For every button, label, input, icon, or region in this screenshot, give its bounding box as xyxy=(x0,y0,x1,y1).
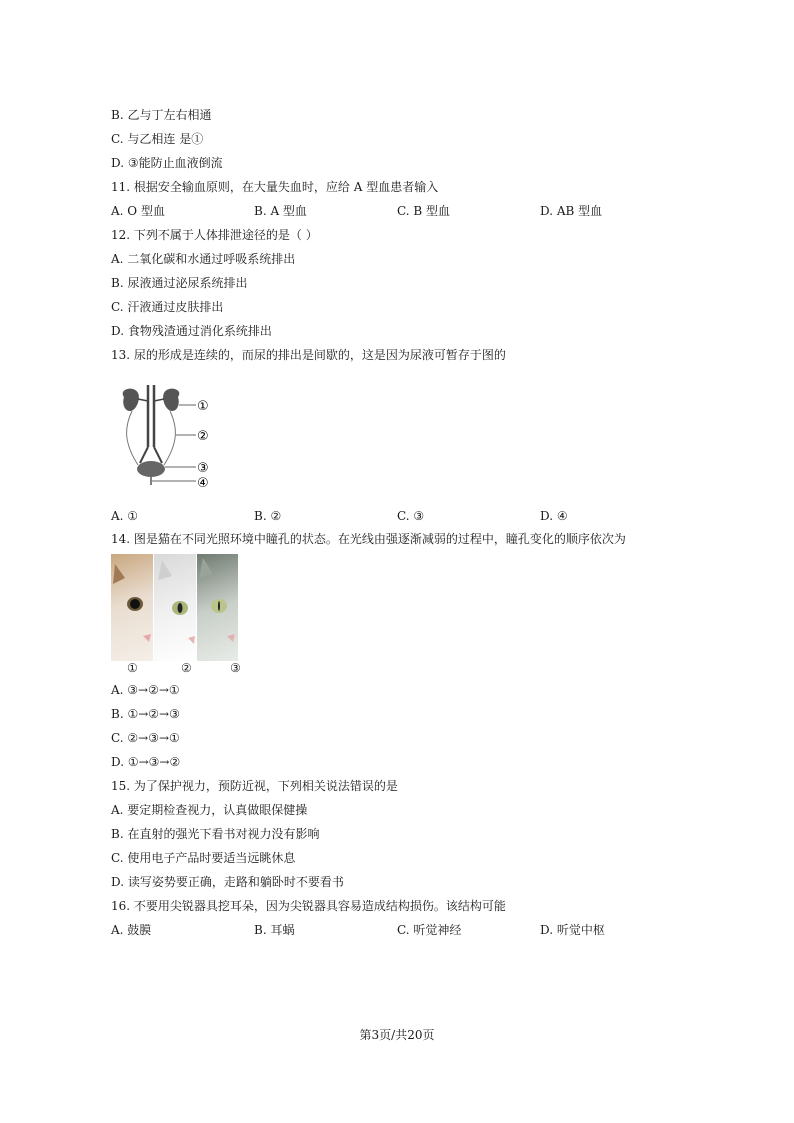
q13-option-b: B. ② xyxy=(254,509,282,523)
q13-option-d: D. ④ xyxy=(540,509,568,523)
q11-option-c: C. B 型血 xyxy=(397,204,451,218)
cat-pupil-photos xyxy=(111,554,241,678)
q15-option-c: C. 使用电子产品时要适当远眺休息 xyxy=(111,851,296,865)
q15-option-d: D. 读写姿势要正确，走路和躺卧时不要看书 xyxy=(111,875,344,889)
q16-option-c: C. 听觉神经 xyxy=(397,923,462,937)
q16-option-a: A. 鼓膜 xyxy=(111,923,152,937)
q14-stem: 14. 图是猫在不同光照环境中瞳孔的状态。在光线由强逐渐减弱的过程中，瞳孔变化的顺序依次为 xyxy=(111,532,626,546)
left-kidney xyxy=(123,389,139,411)
q12-option-c: C. 汗液通过皮肤排出 xyxy=(111,300,224,314)
fig13-label-2: ② xyxy=(197,429,209,444)
fig14-label-1: ① xyxy=(127,661,138,675)
bladder xyxy=(137,461,165,477)
fig13-label-1: ① xyxy=(197,399,209,414)
fig14-label-3: ③ xyxy=(230,661,241,675)
q13-option-c: C. ③ xyxy=(397,509,425,523)
q11-option-b: B. A 型血 xyxy=(254,204,307,218)
q11-option-a: A. O 型血 xyxy=(111,204,165,218)
fig13-label-3: ③ xyxy=(197,461,209,476)
q16-option-b: B. 耳蜗 xyxy=(254,923,295,937)
cat-photo-1 xyxy=(111,554,153,661)
fig14-label-2: ② xyxy=(181,661,192,675)
fig13-label-4: ④ xyxy=(197,476,209,491)
cat-photo-2 xyxy=(154,554,196,661)
right-kidney xyxy=(163,389,179,411)
q15-option-b: B. 在直射的强光下看书对视力没有影响 xyxy=(111,827,320,841)
q14-option-d: D. ①→③→② xyxy=(111,755,181,769)
q15-option-a: A. 要定期检查视力，认真做眼保健操 xyxy=(111,803,308,817)
left-ureter xyxy=(127,411,138,465)
q11-option-d: D. AB 型血 xyxy=(540,204,603,218)
q13-option-a: A. ① xyxy=(111,509,139,523)
q12-option-b: B. 尿液通过泌尿系统排出 xyxy=(111,276,248,290)
q11-stem: 11. 根据安全输血原则，在大量失血时，应给 A 型血患者输入 xyxy=(111,180,439,194)
q15-stem: 15. 为了保护视力，预防近视，下列相关说法错误的是 xyxy=(111,779,398,793)
q14-option-c: C. ②→③→① xyxy=(111,731,180,745)
urinary-system-diagram xyxy=(116,383,226,493)
q12-stem: 12. 下列不属于人体排泄途径的是（ ） xyxy=(111,228,318,242)
page-number-footer: 第3页/共20页 xyxy=(359,1028,435,1042)
q13-stem: 13. 尿的形成是连续的，而尿的排出是间歇的，这是因为尿液可暂存于图的 xyxy=(111,348,506,362)
q16-stem: 16. 不要用尖锐器具挖耳朵，因为尖锐器具容易造成结构损伤。该结构可能 xyxy=(111,899,506,913)
q12-option-d: D. 食物残渣通过消化系统排出 xyxy=(111,324,272,338)
cat-photo-3 xyxy=(197,554,238,661)
q10-option-c: C. 与乙相连 是① xyxy=(111,132,204,146)
q10-option-d: D. ③能防止血液倒流 xyxy=(111,156,223,170)
q10-option-b: B. 乙与丁左右相通 xyxy=(111,108,212,122)
q14-option-b: B. ①→②→③ xyxy=(111,707,180,721)
q16-option-d: D. 听觉中枢 xyxy=(540,923,605,937)
q14-option-a: A. ③→②→① xyxy=(111,683,180,697)
q12-option-a: A. 二氧化碳和水通过呼吸系统排出 xyxy=(111,252,296,266)
right-ureter xyxy=(164,411,175,465)
